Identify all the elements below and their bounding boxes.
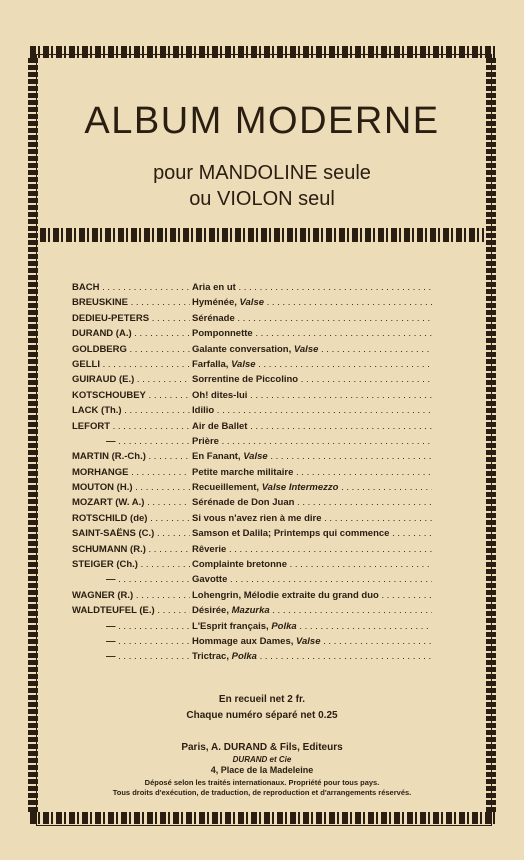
composer: SAINT-SAËNS (C.) . . .	[72, 528, 190, 539]
composer: — . . .	[72, 621, 190, 632]
composer: — . . .	[72, 651, 190, 662]
list-item	[72, 421, 432, 436]
piece-title: Désirée, Mazurka . . .	[192, 605, 432, 616]
composer: GELLI . . .	[72, 359, 190, 370]
composer: BACH . . .	[72, 282, 190, 293]
composer: — . . .	[72, 636, 190, 647]
list-item	[72, 574, 432, 589]
piece-title: L'Esprit français, Polka . . .	[192, 621, 432, 632]
composer: WAGNER (R.) . . .	[72, 590, 190, 601]
composer: WALDTEUFEL (E.) . . .	[72, 605, 190, 616]
composer: KOTSCHOUBEY . . .	[72, 390, 190, 401]
list-item	[72, 590, 432, 605]
list-item	[72, 605, 432, 620]
subtitle-violon: ou VIOLON seul	[189, 188, 335, 210]
list-item	[72, 636, 432, 651]
price-numero: Chaque numéro séparé net 0.25	[186, 710, 338, 721]
composer: LEFORT . . .	[72, 421, 190, 432]
piece-title: Lohengrin, Mélodie extraite du grand duo . . .	[192, 590, 432, 601]
composer: GUIRAUD (E.) . . .	[72, 374, 190, 385]
composer: MARTIN (R.-Ch.) . . .	[72, 451, 190, 462]
publisher-mark: DURAND et Cie	[232, 755, 292, 764]
composer: STEIGER (Ch.) . . .	[72, 559, 190, 570]
list-item	[72, 390, 432, 405]
composer: BREUSKINE . . .	[72, 297, 190, 308]
piece-title: Sorrentine de Piccolino . . .	[192, 374, 432, 385]
contents-list	[72, 282, 432, 667]
piece-title: Air de Ballet . . .	[192, 421, 432, 432]
list-item	[72, 544, 432, 559]
composer: DURAND (A.) . . .	[72, 328, 190, 339]
piece-title: Rêverie . . .	[192, 544, 432, 555]
subtitle-mandoline: pour MANDOLINE seule	[153, 162, 371, 184]
publisher-name: Paris, A. DURAND & Fils, Editeurs	[181, 742, 343, 753]
piece-title: Trictrac, Polka . . .	[192, 651, 432, 662]
list-item	[72, 528, 432, 543]
composer: LACK (Th.) . . .	[72, 405, 190, 416]
piece-title: Farfalla, Valse . . .	[192, 359, 432, 370]
piece-title: Hyménée, Valse . . .	[192, 297, 432, 308]
piece-title: Galante conversation, Valse . . .	[192, 344, 432, 355]
piece-title: Sérénade . . .	[192, 313, 432, 324]
list-item	[72, 467, 432, 482]
list-item	[72, 482, 432, 497]
list-item	[72, 405, 432, 420]
list-item	[72, 328, 432, 343]
list-item	[72, 651, 432, 666]
list-item	[72, 513, 432, 528]
piece-title: Prière . . .	[192, 436, 432, 447]
composer: DEDIEU-PETERS . . .	[72, 313, 190, 324]
piece-title: Oh! dites-lui . . .	[192, 390, 432, 401]
price-recueil: En recueil net 2 fr.	[218, 694, 306, 705]
page-title: ALBUM MODERNE	[84, 100, 440, 142]
list-item	[72, 359, 432, 374]
composer: ROTSCHILD (de) . . .	[72, 513, 190, 524]
piece-title: Gavotte . . .	[192, 574, 432, 585]
piece-title: Aria en ut . . .	[192, 282, 432, 293]
copyright-line-2: Tous droits d'exécution, de traduction, de reproduction et d'arrangements réservés.	[112, 788, 412, 797]
piece-title: Petite marche militaire . . .	[192, 467, 432, 478]
list-item	[72, 313, 432, 328]
piece-title: Idilio . . .	[192, 405, 432, 416]
list-item	[72, 297, 432, 312]
list-item	[72, 282, 432, 297]
separator-ornament	[40, 228, 484, 242]
copyright-line-1: Déposé selon les traités internationaux. Propriété pour tous pays.	[144, 778, 380, 787]
composer: — . . .	[72, 436, 190, 447]
composer: — . . .	[72, 574, 190, 585]
list-item	[72, 344, 432, 359]
publisher-address: 4, Place de la Madeleine	[210, 765, 314, 775]
list-item	[72, 451, 432, 466]
piece-title: Si vous n'avez rien à me dire . . .	[192, 513, 432, 524]
piece-title: Recueillement, Valse Intermezzo . . .	[192, 482, 432, 493]
composer: MORHANGE . . .	[72, 467, 190, 478]
piece-title: Pomponnette . . .	[192, 328, 432, 339]
list-item	[72, 374, 432, 389]
list-item	[72, 559, 432, 574]
piece-title: Complainte bretonne . . .	[192, 559, 432, 570]
composer: MOUTON (H.) . . .	[72, 482, 190, 493]
piece-title: Samson et Dalila; Printemps qui commence . . .	[192, 528, 432, 539]
piece-title: Sérénade de Don Juan . . .	[192, 497, 432, 508]
list-item	[72, 497, 432, 512]
composer: SCHUMANN (R.) . . .	[72, 544, 190, 555]
composer: MOZART (W. A.) . . .	[72, 497, 190, 508]
list-item	[72, 436, 432, 451]
piece-title: Hommage aux Dames, Valse . . .	[192, 636, 432, 647]
composer: GOLDBERG . . .	[72, 344, 190, 355]
list-item	[72, 621, 432, 636]
piece-title: En Fanant, Valse . . .	[192, 451, 432, 462]
